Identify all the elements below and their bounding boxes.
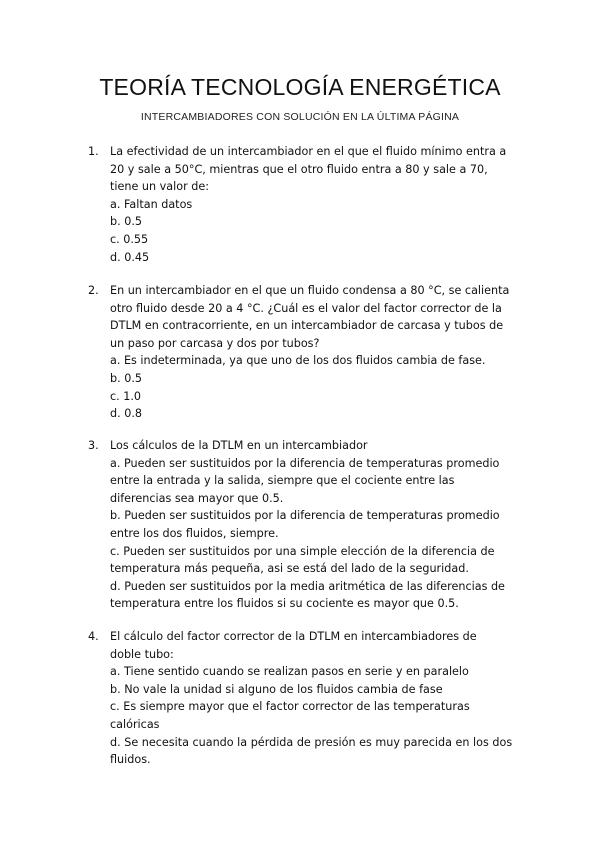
question-number: 1. [88,145,99,158]
answer-option-a-cont: entre la entrada y la salida, siempre que el cociente entre las [110,474,455,488]
question-body [110,282,530,423]
answer-option-c-cont: calóricas [110,717,160,731]
answer-option-c: c. Es siempre mayor que el factor corrector de las temperaturas [110,700,470,714]
question-text-line: tiene un valor de: [110,180,209,194]
question-number: 2. [88,284,99,297]
answer-option-a: a. Faltan datos [110,197,193,211]
answer-option-a: a. Tiene sentido cuando se realizan pasos en serie y en paralelo [110,665,469,679]
answer-option-d-cont: temperatura entre los fluidos si su cociente es mayor que 0.5. [110,597,459,611]
question-number: 4. [88,630,99,643]
question-text-line: DTLM en contracorriente, en un intercambiador de carcasa y tubos de [110,319,504,333]
answer-option-d: d. 0.8 [110,407,143,421]
question-body [110,628,530,769]
answer-option-d: d. 0.45 [110,250,150,264]
question-body [110,143,530,266]
answer-option-a: a. Es indeterminada, ya que uno de los dos fluidos cambia de fase. [110,354,486,368]
answer-option-c: c. 0.55 [110,232,149,246]
question-text-line: La efectividad de un intercambiador en el que el fluido mínimo entra a [110,145,507,158]
question-text-line: un paso por carcasa y dos por tubos? [110,336,320,350]
question-text-line: doble tubo: [110,647,174,661]
answer-option-b: b. 0.5 [110,215,143,229]
question-text-line: El cálculo del factor corrector de la DTLM en intercambiadores de [110,630,477,643]
question-text-line: Los cálculos de la DTLM en un intercambiador [110,439,368,452]
question-text-line: En un intercambiador en el que un fluido condensa a 80 °C, se calienta [110,284,510,297]
answer-option-c-cont: temperatura más pequeña, asi se está del lado de la seguridad. [110,562,469,576]
answer-option-d-cont: fluidos. [110,753,151,767]
answer-option-c: c. 1.0 [110,389,142,403]
question-body [110,437,530,613]
answer-option-d: d. Pueden ser sustituidos por la media aritmética de las diferencias de [110,579,505,593]
answer-option-b: b. 0.5 [110,371,143,385]
answer-option-b-cont: entre los dos fluidos, siempre. [110,526,279,540]
answer-option-b: b. Pueden ser sustituidos por la diferencia de temperaturas promedio [110,509,500,523]
question-text-line: otro fluido desde 20 a 4 °C. ¿Cuál es el valor del factor corrector de la [110,301,502,315]
answer-option-d: d. Se necesita cuando la pérdida de presión es muy parecida en los dos [110,735,513,749]
answer-option-c: c. Pueden ser sustituidos por una simple elección de la diferencia de [110,544,495,558]
page-subtitle: INTERCAMBIADORES CON SOLUCIÓN EN LA ÚLTIMA PÁGINA [140,111,460,123]
page-title: TEORÍA TECNOLOGÍA ENERGÉTICA [99,74,501,100]
answer-option-a: a. Pueden ser sustituidos por la diferencia de temperaturas promedio [110,456,500,470]
question-number: 3. [88,439,99,452]
question-text-line: 20 y sale a 50°C, mientras que el otro fluido entra a 80 y sale a 70, [110,162,488,176]
answer-option-b: b. No vale la unidad si alguno de los fluidos cambia de fase [110,682,443,696]
answer-option-a-cont: diferencias sea mayor que 0.5. [110,491,284,505]
